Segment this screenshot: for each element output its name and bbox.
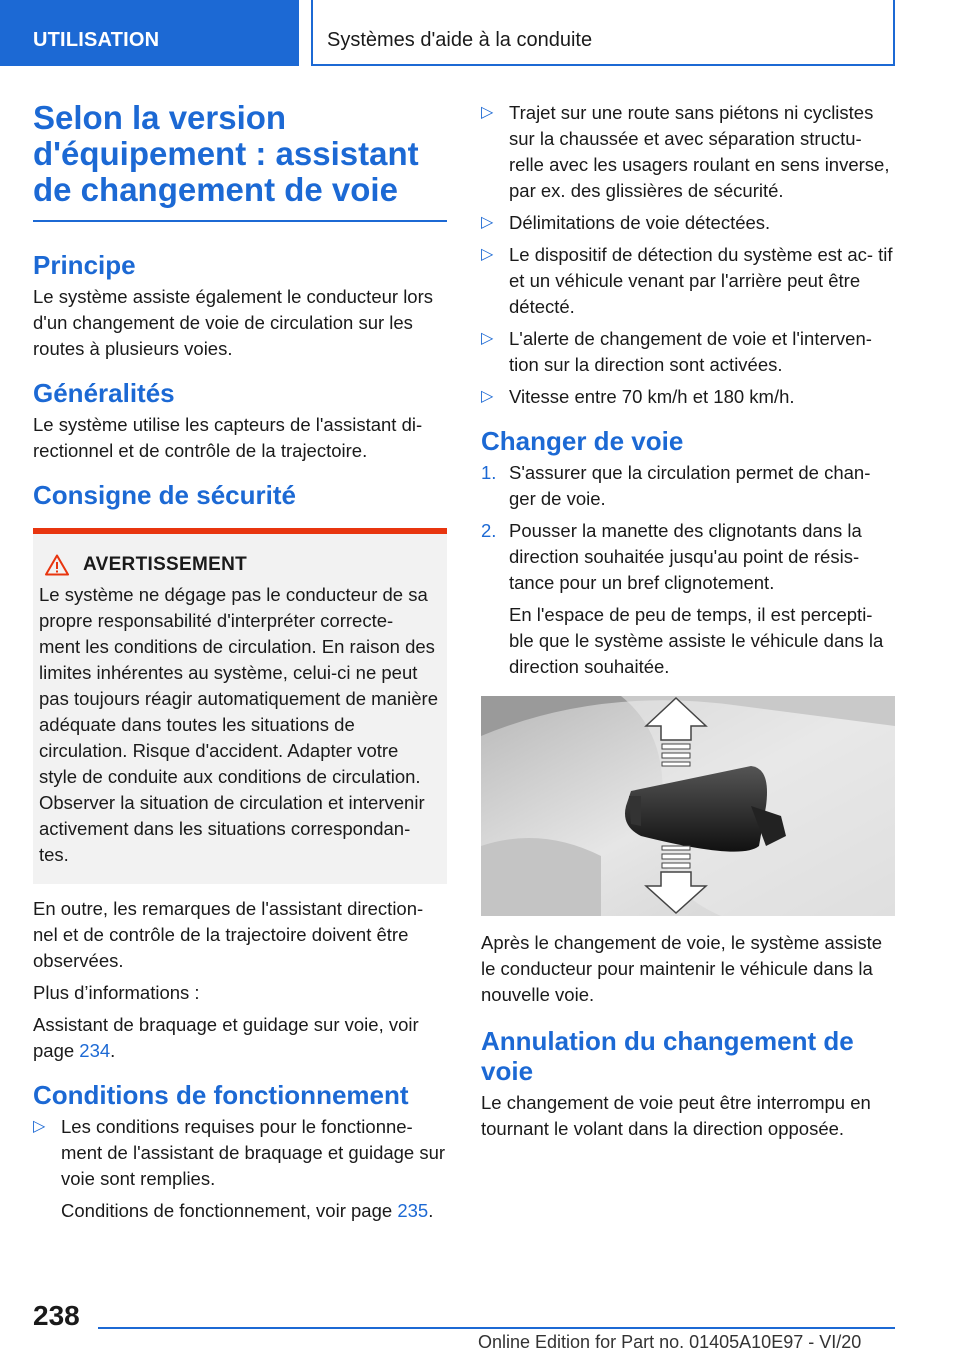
right-column — [481, 100, 895, 1148]
text-generalites: Le système utilise les capteurs de l'assistant di- rectionnel et de contrôle de la trajectoire. — [33, 414, 423, 461]
list-item — [481, 326, 895, 378]
heading-changer: Changer de voie — [481, 426, 684, 456]
conditions-list-continued — [481, 100, 895, 410]
topic-tab: Systèmes d'aide à la conduite — [311, 0, 895, 66]
text-annulation: Le changement de voie peut être interrompu en tournant le volant dans la direction opposée. — [481, 1092, 871, 1139]
condition-reference — [61, 1198, 447, 1224]
step-number: 1. — [481, 462, 497, 483]
list-item — [33, 1114, 447, 1224]
steps-list — [481, 460, 895, 680]
warning-box — [33, 528, 447, 884]
heading-conditions: Conditions de fonctionnement — [33, 1080, 409, 1110]
section-tab: UTILISATION — [0, 0, 299, 66]
heading-principe: Principe — [33, 250, 136, 280]
heading-consigne: Consigne de sécurité — [33, 480, 296, 510]
bullet-triangle-icon: ▷ — [481, 214, 494, 231]
conditions-list — [33, 1114, 447, 1224]
condition-text: Trajet sur une route sans piétons ni cyclistes sur la chaussée et avec séparation structu- relle avec les usagers roulant en sens inverse, par ex. des glissières de sécurité. — [509, 102, 890, 201]
footer-divider — [98, 1327, 895, 1329]
step-number: 2. — [481, 520, 497, 541]
page-link-235[interactable]: 235 — [397, 1200, 429, 1221]
page-number: 238 — [33, 1300, 80, 1331]
condition-text: Vitesse entre 70 km/h et 180 km/h. — [509, 386, 795, 407]
list-item — [481, 210, 895, 236]
page-link-234[interactable]: 234 — [79, 1040, 111, 1061]
page-title: Selon la version d'équipement : assistant de changement de voie — [33, 100, 447, 222]
list-item — [481, 242, 895, 320]
condition-text: Délimitations de voie détectées. — [509, 212, 771, 233]
bullet-triangle-icon: ▷ — [481, 104, 494, 121]
section-annulation — [481, 1026, 895, 1142]
turn-signal-lever-illustration — [481, 696, 895, 916]
text-remarques: En outre, les remarques de l'assistant direction- nel et de contrôle de la trajectoire doivent être observées. — [33, 898, 424, 971]
section-changer — [481, 426, 895, 680]
section-principe — [33, 250, 447, 362]
condition-text: Les conditions requises pour le fonctionne- ment de l'assistant de braquage et guidage sur voie sont remplies. — [61, 1116, 446, 1189]
heading-generalites: Généralités — [33, 378, 175, 408]
condition-text: L'alerte de changement de voie et l'interven- tion sur la direction sont activées. — [509, 328, 872, 375]
bullet-triangle-icon: ▷ — [481, 388, 494, 405]
edition-text: Online Edition for Part no. 01405A10E97 - VI/20 — [478, 1332, 862, 1352]
condition-reference-suffix: . — [428, 1200, 434, 1221]
condition-reference-text: Conditions de fonctionnement, voir page — [61, 1200, 398, 1221]
list-item — [481, 384, 895, 410]
left-column — [33, 100, 447, 1230]
step-subtext: En l'espace de peu de temps, il est percepti- ble que le système assiste le véhicule dans la direction souhaitée. — [509, 604, 884, 677]
text-principe: Le système assiste également le conducteur lors d'un changement de voie de circulation sur les routes à plusieurs voies. — [33, 286, 434, 359]
section-conditions — [33, 1080, 447, 1224]
section-generalites — [33, 378, 447, 464]
heading-annulation: Annulation du changement de voie — [481, 1026, 854, 1086]
list-item — [481, 518, 895, 680]
step-text: S'assurer que la circulation permet de chan- ger de voie. — [509, 462, 871, 509]
text-apres: Après le changement de voie, le système assiste le conducteur pour maintenir le véhicule dans la nouvelle voie. — [481, 932, 883, 1005]
warning-header — [39, 554, 439, 576]
warning-text: Le système ne dégage pas le conducteur de sa propre responsabilité d'interpréter correcte- ment les conditions de circulation. En raison des limites inhérentes au système, celui-ci ne peut pas toujours réagir automatiquement de manière adéquate dans toutes les situations de circulation. Risque d'accident. Adapter votre style de conduite aux conditions de circulation. Observer la situation de circulation et intervenir activement dans les situations correspondan- tes. — [39, 584, 439, 865]
step-text: Pousser la manette des clignotants dans la direction souhaitée jusqu'au point de résis- tance pour un bref clignotement. — [509, 520, 862, 593]
bullet-triangle-icon: ▷ — [33, 1118, 46, 1135]
reference-text: Assistant de braquage et guidage sur voie, voir page — [33, 1014, 419, 1061]
page-header — [0, 0, 960, 66]
list-item — [481, 100, 895, 204]
warning-triangle-icon — [45, 554, 69, 576]
section-consigne — [33, 480, 447, 884]
bullet-triangle-icon: ▷ — [481, 330, 494, 347]
section-remarques — [33, 896, 447, 1064]
warning-title: AVERTISSEMENT — [83, 554, 248, 575]
reference-suffix: . — [110, 1040, 116, 1061]
text-more-info: Plus d’informations : — [33, 982, 200, 1003]
text-reference — [33, 1012, 447, 1064]
bullet-triangle-icon: ▷ — [481, 246, 494, 263]
list-item — [481, 460, 895, 512]
condition-text: Le dispositif de détection du système est ac- tif et un véhicule venant par l'arrière peut être détecté. — [509, 244, 893, 317]
